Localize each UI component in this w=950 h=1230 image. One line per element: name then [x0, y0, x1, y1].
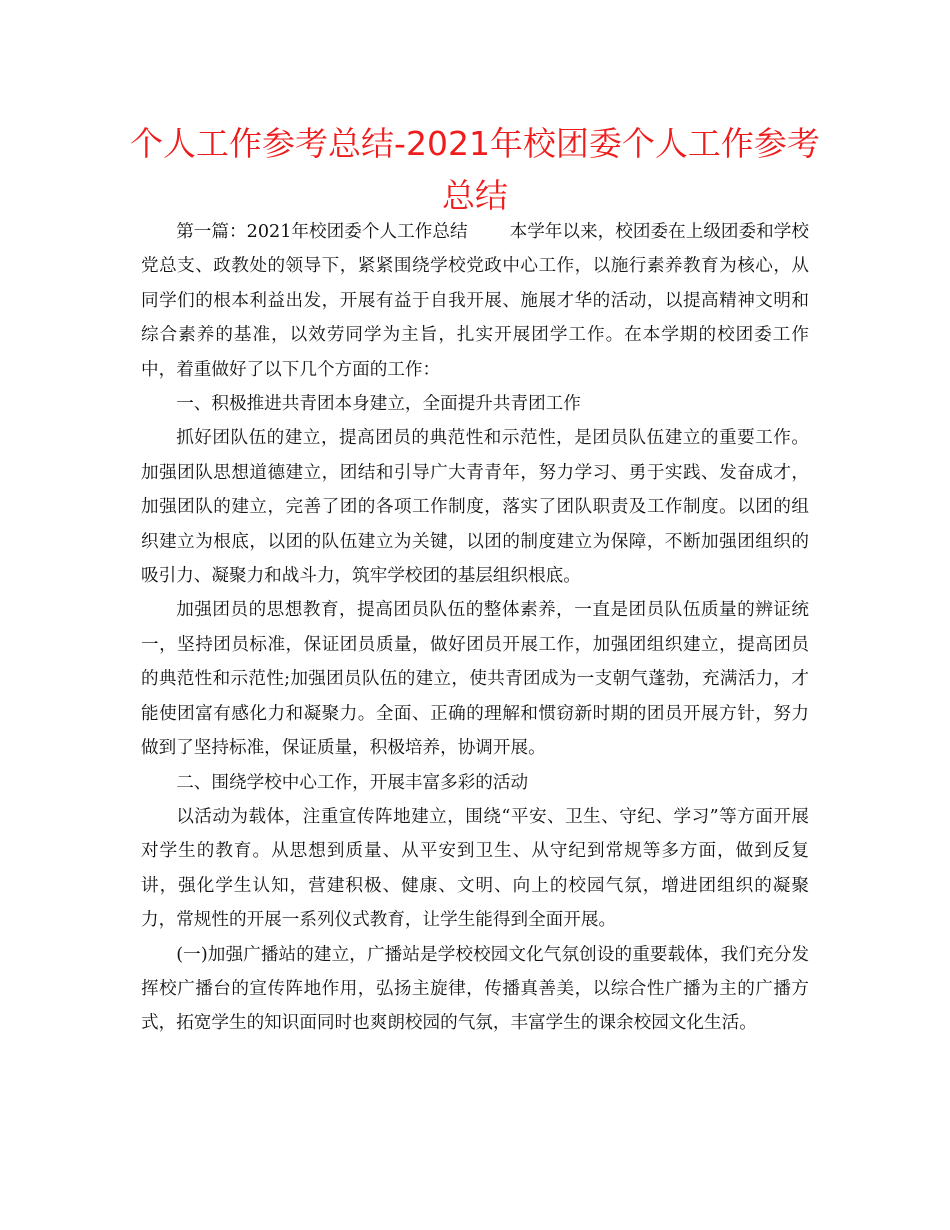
paragraph-1: 抓好团队伍的建立，提高团员的典范性和示范性，是团员队伍建立的重要工作。加强团队思想道德建立，团结和引导广大青青年，努力学习、勇于实践、发奋成才，加强团队的建立，完善了团的各项工作制度，落实了团队职责及工作制度。以团的组织建立为根底，以团的队伍建立为关键，以团的制度建立为保障，不断加强团组织的吸引力、凝聚力和战斗力，筑牢学校团的基层组织根底。 — [141, 428, 809, 587]
section-heading-first: 第一篇：2021年校团委个人工作总结 — [176, 222, 468, 242]
document-title: 个人工作参考总结-2021年校团委个人工作参考总结 — [130, 124, 820, 215]
paragraph-intro — [141, 215, 809, 387]
paragraph-3: 以活动为载体，注重宣传阵地建立，围绕“平安、卫生、守纪、学习”等方面开展对学生的教育。从思想到质量、从平安到卫生、从守纪到常规等多方面，做到反复讲，强化学生认知，营建积极、健康、文明、向上的校园气氛，增进团组织的凝聚力，常规性的开展一系列仪式教育，让学生能得到全面开展。 — [141, 806, 809, 931]
paragraph-2: 加强团员的思想教育，提高团员队伍的整体素养，一直是团员队伍质量的辨证统一，坚持团员标准，保证团员质量，做好团员开展工作，加强团组织建立，提高团员的典范性和示范性;加强团员队伍的建立，使共青团成为一支朝气蓬勃，充满活力，才能使团富有感化力和凝聚力。全面、正确的理解和惯窃新时期的团员开展方针，努力做到了坚持标准，保证质量，积极培养，协调开展。 — [141, 600, 809, 759]
section-heading-1: 一、积极推进共青团本身建立，全面提升共青团工作 — [176, 394, 581, 415]
paragraph-4: (一)加强广播站的建立，广播站是学校校园文化气氛创设的重要载体，我们充分发挥校广播台的宣传阵地作用，弘扬主旋律，传播真善美，以综合性广播为主的广播方式，拓宽学生的知识面同时也爽朗校园的气氛，丰富学生的课余校园文化生活。 — [141, 944, 809, 1034]
document-body — [141, 215, 809, 1041]
intro-text: 本学年以来，校团委在上级团委和学校党总支、政教处的领导下，紧紧围绕学校党政中心工作，以施行素养教育为核心，从同学们的根本利益出发，开展有益于自我开展、施展才华的活动，以提高精神文明和综合素养的基准，以效劳同学为主旨，扎实开展团学工作。在本学期的校团委工作中，着重做好了以下几个方面的工作： — [141, 222, 809, 380]
section-heading-2: 二、围绕学校中心工作，开展丰富多彩的活动 — [176, 772, 529, 793]
